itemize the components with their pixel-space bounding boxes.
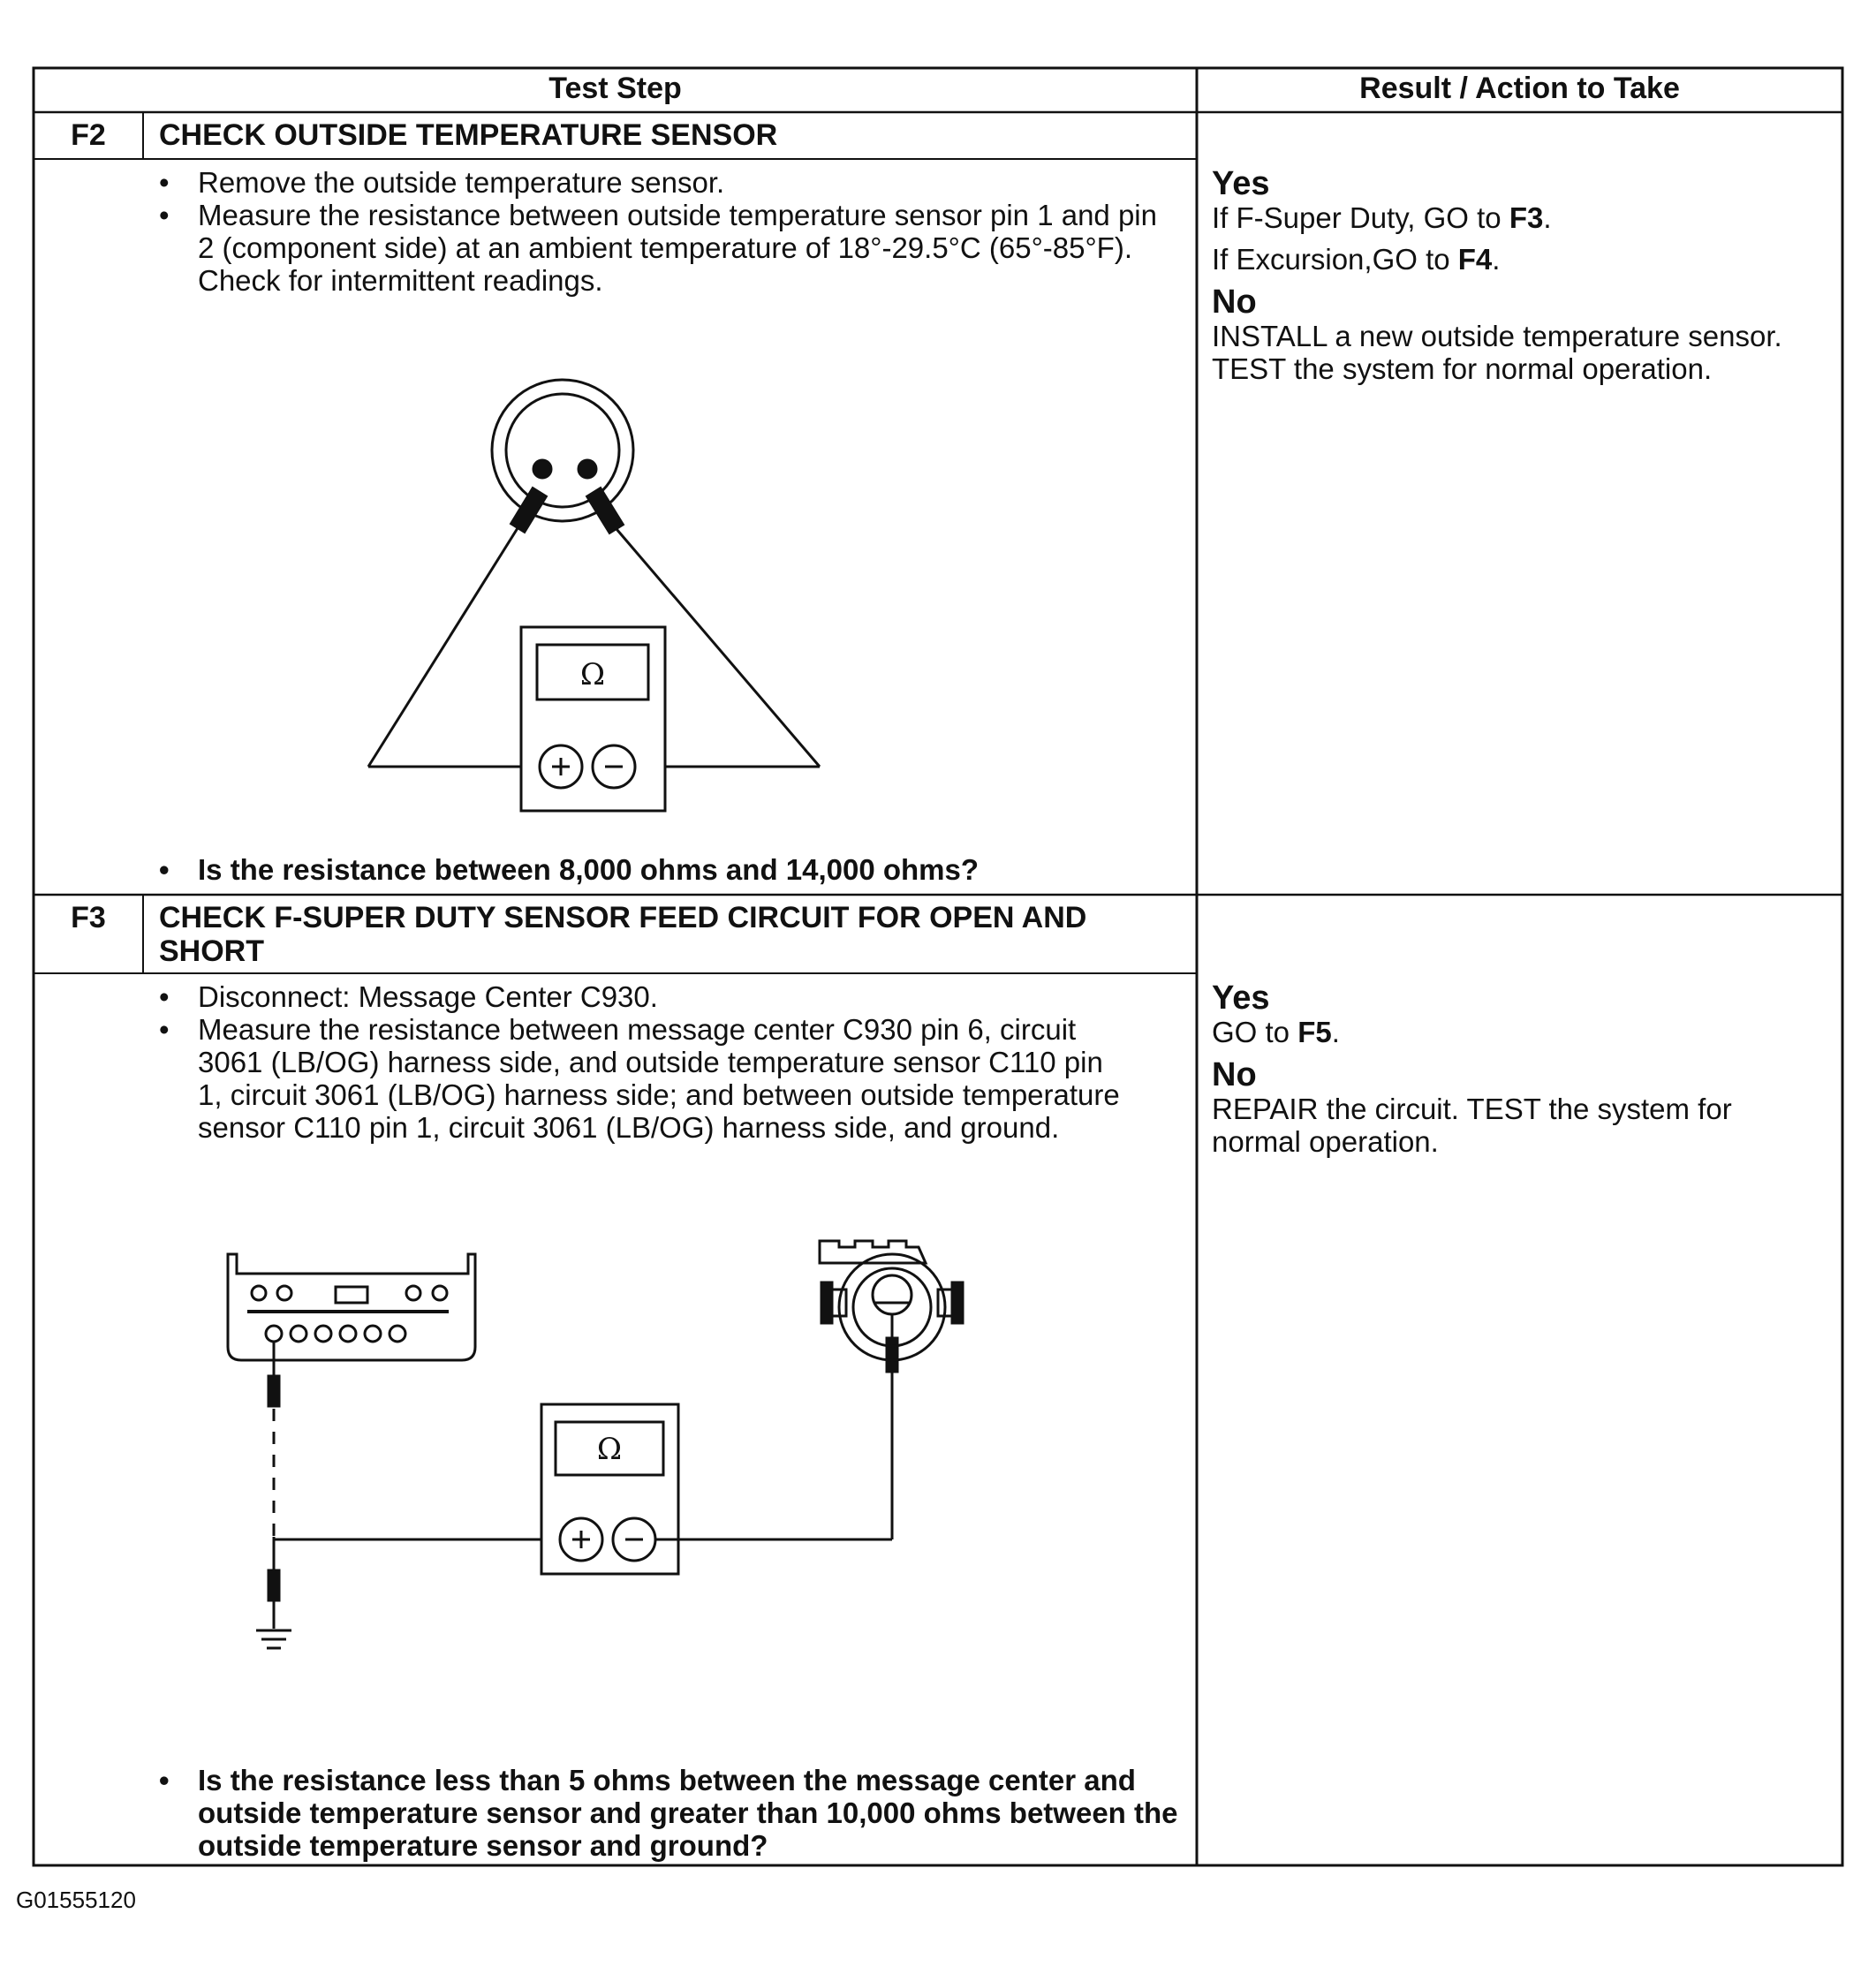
step-title-f2: CHECK OUTSIDE TEMPERATURE SENSOR — [159, 118, 778, 152]
step-f3-question: • Is the resistance less than 5 ohms between the message center and outside temperature sensor and greater than 10,000 ohms between the outside temperature sensor and ground? — [152, 1764, 1205, 1862]
result-text: . — [1331, 1016, 1340, 1048]
result-text: If Excursion,GO to — [1212, 243, 1458, 276]
sensor-pin-2 — [579, 460, 596, 478]
ohm-symbol: Ω — [579, 657, 606, 692]
sensor-resistance-diagram — [353, 371, 848, 821]
step-f3-result — [1212, 975, 1821, 1158]
result-yes-label: Yes — [1212, 979, 1270, 1017]
lead-left — [368, 528, 518, 767]
result-text: GO to — [1212, 1016, 1298, 1048]
step-f2-question: • Is the resistance between 8,000 ohms and 14,000 ohms? — [152, 853, 1205, 886]
step-f3-instructions — [152, 980, 1132, 1144]
result-no-text: INSTALL a new outside temperature sensor. TEST the system for normal operation. — [1212, 320, 1782, 385]
message-center-connector — [228, 1254, 475, 1360]
header-test-step: Test Step — [548, 72, 682, 105]
ohm-symbol: Ω — [596, 1432, 623, 1467]
step-f2-instructions — [152, 166, 1159, 297]
step-title-f3: CHECK F-SUPER DUTY SENSOR FEED CIRCUIT FOR OPEN AND SHORT — [159, 901, 1087, 968]
instruction-item: • Measure the resistance between message center C930 pin 6, circuit 3061 (LB/OG) harness side, and outside temperature sensor C110 pin 1, circuit 3061 (LB/OG) harness side; and between outside temperature sensor C110 pin 1, circuit 3061 (LB/OG) harness side, and ground. — [152, 1013, 1132, 1144]
result-yes-line — [1212, 201, 1821, 234]
header-result-action: Result / Action to Take — [1359, 72, 1680, 105]
result-no-label: No — [1212, 284, 1257, 321]
figure-code: G01555120 — [16, 1887, 136, 1913]
instruction-item: • Disconnect: Message Center C930. — [152, 980, 1132, 1013]
feed-circuit-diagram — [212, 1237, 1007, 1660]
step-reference-link[interactable]: F4 — [1457, 243, 1493, 276]
outside-temperature-sensor-connector — [820, 1241, 926, 1263]
step-reference-link[interactable]: F3 — [1509, 201, 1544, 234]
instruction-item: • Remove the outside temperature sensor. — [152, 166, 1159, 199]
probe-ground — [269, 1570, 279, 1600]
result-text: . — [1492, 243, 1501, 276]
result-yes-line — [1212, 1016, 1821, 1048]
ohmmeter-body — [521, 627, 665, 811]
probe-c110 — [887, 1338, 897, 1372]
probe-c930 — [269, 1376, 279, 1406]
sensor-pin-1 — [533, 460, 551, 478]
result-text: If F-Super Duty, GO to — [1212, 201, 1509, 234]
result-no-text: REPAIR the circuit. TEST the system for normal operation. — [1212, 1093, 1732, 1158]
instruction-item: • Measure the resistance between outside temperature sensor pin 1 and pin 2 (component side) at an ambient temperature of 18°-29.5°C (65°-85°F). Check for intermittent readings. — [152, 199, 1159, 297]
step-id-f2: F2 — [71, 118, 106, 152]
step-reference-link[interactable]: F5 — [1297, 1016, 1332, 1048]
result-no-label: No — [1212, 1056, 1257, 1093]
probe-left — [511, 488, 547, 533]
result-yes-line — [1212, 243, 1821, 276]
step-id-f3: F3 — [71, 901, 106, 934]
step-f2-result — [1212, 161, 1821, 385]
sensor-body-outer — [492, 380, 633, 521]
result-yes-label: Yes — [1212, 165, 1270, 202]
result-text: . — [1543, 201, 1552, 234]
